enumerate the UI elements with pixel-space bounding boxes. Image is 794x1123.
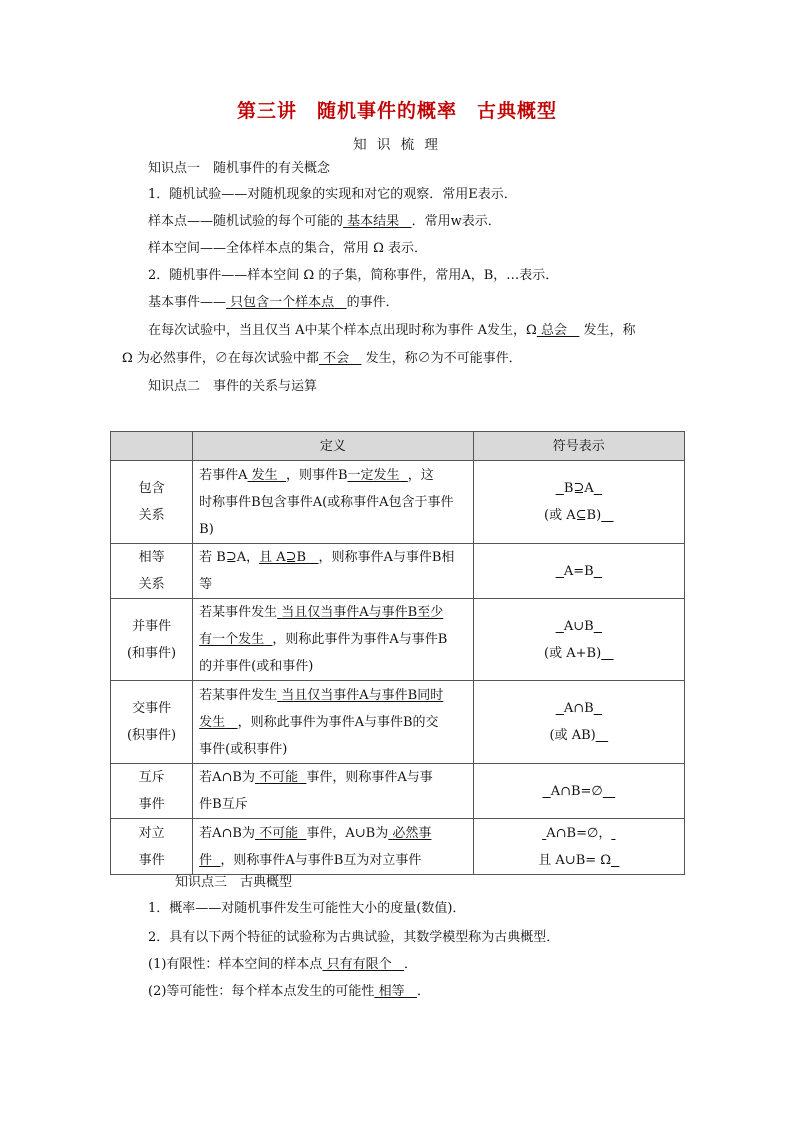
row-name: 包含 关系: [111, 461, 193, 544]
row-definition: 若A∩B为 不可能 事件，则称事件A与事 件B互斥: [193, 764, 473, 819]
kp1-line3: 样本空间——全体样本点的集合，常用 Ω 表示．: [148, 241, 428, 256]
table-header-symbol: 符号表示: [473, 432, 684, 461]
row-definition: 若A∩B为 不可能 事件，A∪B为 必然事 件 ，则称事件A与事件B互为对立事件: [193, 819, 473, 875]
table-row: [111, 461, 685, 544]
kp1-heading: 知识点一 随机事件的有关概念: [148, 161, 331, 176]
kp1-line2: [148, 213, 501, 231]
table-row: [111, 819, 685, 875]
kp3-line3-post: ．: [403, 957, 417, 972]
kp1-line4: 2．随机事件——样本空间 Ω 的子集，简称事件，常用A，B，…表示．: [148, 268, 559, 283]
section-subtitle: 知 识 梳 理: [353, 137, 441, 153]
row-symbol: A∩B=∅， 且 A∪B= Ω: [473, 819, 684, 875]
kp3-line2: 2．具有以下两个特征的试验称为古典试验，其数学模型称为古典概型．: [148, 930, 560, 945]
table-row: [111, 599, 685, 681]
row-name: 相等 关系: [111, 544, 193, 599]
kp3-line3: [148, 956, 417, 974]
table-header-row: [111, 432, 685, 461]
kp3-line3-pre: (1)有限性：样本空间的样本点: [148, 957, 323, 972]
row-symbol: A∩B=∅: [473, 764, 684, 819]
row-definition: 若某事件发生 当且仅当事件A与事件B至少 有一个发生 ，则称此事件为事件A与事件B 的并事件(或和事件): [193, 599, 473, 681]
row-name: 并事件 (和事件): [111, 599, 193, 681]
table-header-empty: [111, 432, 193, 461]
table-row: [111, 544, 685, 599]
kp3-line4-answer: 相等: [378, 984, 405, 999]
row-symbol: A∩B (或 AB): [473, 681, 684, 764]
row-symbol: B⊇A (或 A⊆B): [473, 461, 684, 544]
kp1-line5: [148, 294, 399, 312]
table-header-definition: 定义: [193, 432, 473, 461]
table-row: [111, 764, 685, 819]
kp1-line1: 1．随机试验——对随机现象的实现和对它的观察．常用E表示．: [148, 187, 517, 202]
kp1-line7: [122, 350, 522, 368]
row-definition: 若事件A 发生 ，则事件B一定发生 ，这 时称事件B包含事件A(或称事件A包含于事件 B): [193, 461, 473, 544]
kp1-line5-post: 的事件．: [346, 295, 399, 310]
kp3-heading: 知识点三 古典概型: [175, 875, 293, 890]
row-name: 互斥 事件: [111, 764, 193, 819]
kp1-line7-answer: 不会: [323, 351, 350, 366]
kp3-line4-pre: (2)等可能性：每个样本点发生的可能性: [148, 984, 375, 999]
kp1-line6-pre: 在每次试验中，当且仅当 A中某个样本点出现时称为事件 A发生，Ω: [148, 323, 537, 338]
kp1-line2-pre: 样本点——随机试验的每个可能的: [148, 214, 344, 229]
kp1-line7-post: 发生，称∅为不可能事件．: [365, 351, 522, 366]
kp1-line7-pre: Ω 为必然事件，∅在每次试验中都: [122, 351, 319, 366]
row-symbol: A∪B (或 A+B): [473, 599, 684, 681]
kp3-line1: 1．概率——对随机事件发生可能性大小的度量(数值)．: [148, 901, 466, 916]
kp2-heading: 知识点二 事件的关系与运算: [148, 379, 318, 394]
row-definition: 若某事件发生 当且仅当事件A与事件B同时 发生 ，则称此事件为事件A与事件B的交 事件(或积事件): [193, 681, 473, 764]
kp1-line5-answer: 只包含一个样本点: [230, 295, 335, 310]
kp1-line2-answer: 基本结果: [347, 214, 400, 229]
table-row: [111, 681, 685, 764]
kp1-line6: [148, 322, 636, 340]
kp1-line6-answer: 总会: [540, 323, 567, 338]
row-definition: 若 B⊇A，且 A⊇B ，则称事件A与事件B相 等: [193, 544, 473, 599]
kp3-line4: [148, 983, 430, 1001]
event-relations-table: [110, 431, 685, 875]
kp3-line3-answer: 只有有限个: [326, 957, 392, 972]
row-name: 交事件 (积事件): [111, 681, 193, 764]
row-name: 对立 事件: [111, 819, 193, 875]
kp3-line4-post: ．: [416, 984, 430, 999]
page-title: 第三讲 随机事件的概率 古典概型: [236, 100, 557, 122]
kp1-line6-post: 发生，称: [583, 323, 636, 338]
kp1-line2-post: ．常用w表示．: [411, 214, 501, 229]
kp1-line5-pre: 基本事件——: [148, 295, 227, 310]
row-symbol: A=B: [473, 544, 684, 599]
